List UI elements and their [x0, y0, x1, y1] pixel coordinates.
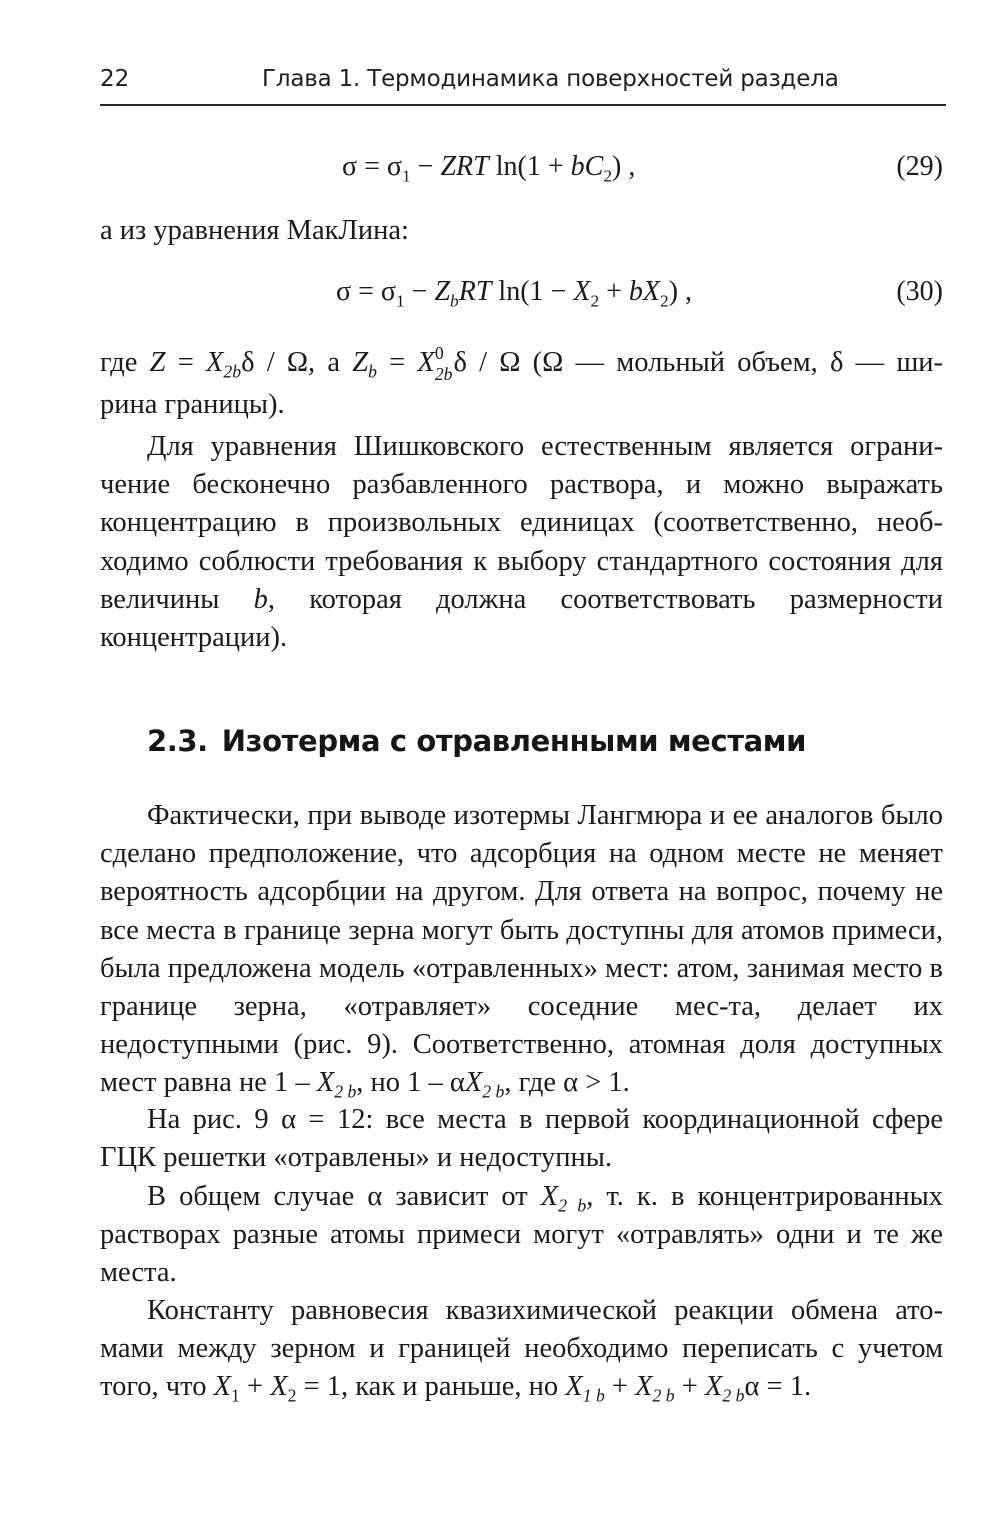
eq30-minus: −: [404, 276, 435, 307]
eq29-minus: −: [410, 151, 441, 182]
equation-29: [100, 145, 943, 189]
const-plus2: +: [604, 1371, 636, 1403]
const-sub-1: 1: [231, 1386, 240, 1407]
def-sub-b: b: [368, 361, 377, 382]
def-a: , а: [308, 347, 353, 378]
running-header: [100, 64, 946, 106]
section-number: 2.3.: [147, 724, 208, 758]
equation-29-formula: [342, 145, 635, 189]
const-x2: X: [270, 1371, 288, 1403]
paragraph-constant: [100, 1292, 943, 1407]
def-zb: Z: [352, 347, 369, 378]
def-x: X: [206, 347, 224, 378]
shish-text-2: , которая должна соответствовать размерности концентрации).: [100, 583, 943, 654]
def-where: где: [100, 347, 150, 378]
equation-30-formula: [336, 270, 692, 314]
eq29-bc: bC: [570, 151, 604, 182]
shish-text-1: Для уравнения Шишковского естественным является ограни-чение бесконечно разбавленного раствора, и можно выражать концентрацию в произвольных единицах (соответственно, необ-ходимо соблюсти требования к выбору стандартного состояния для величины: [100, 431, 943, 615]
def-sub-2b: 2b: [223, 361, 242, 382]
const-sub-2: 2: [287, 1386, 297, 1407]
gen-text-2: , т. к. в концентрированных растворах разные атомы примеси могут «отравлять» одни и те же места.: [100, 1181, 943, 1289]
const-sub-2b-2: 2 b: [722, 1386, 745, 1407]
eq29-close: ) ,: [612, 151, 636, 182]
def-sub-2b-2: 2b: [434, 363, 453, 384]
eq30-z: Z: [434, 276, 451, 307]
const-text-2: = 1, как и раньше, но: [296, 1371, 566, 1403]
paragraph-fig9-text: На рис. 9 α = 12: все места в первой координационной сфере ГЦК решетки «отравлены» и недоступны.: [100, 1104, 943, 1174]
lang-text-3: , где α > 1.: [504, 1067, 630, 1099]
eq30-lhs: σ = σ: [336, 276, 396, 307]
eq30-bx: bX: [628, 276, 661, 307]
eq30-sub-1: 1: [395, 291, 405, 311]
paragraph-constant-text: [100, 1292, 943, 1407]
def-eq: =: [165, 347, 206, 378]
eq30-plus: +: [599, 276, 629, 307]
section-heading: [147, 718, 943, 764]
def-sup-sub-stack: [435, 345, 453, 383]
eq29-lhs: σ = σ: [342, 151, 402, 182]
def-x0: X: [417, 347, 435, 378]
section-title: Изотерма с отравленными местами: [221, 724, 807, 758]
lang-x2: X: [464, 1067, 483, 1099]
page-number: 22: [100, 66, 130, 92]
paragraph-langmuir-text: [100, 797, 943, 1103]
def-sup-0: 0: [434, 343, 444, 364]
equation-30: [100, 270, 943, 314]
eq30-sub-2b: 2: [660, 291, 669, 311]
const-sub-1b: 1 b: [582, 1386, 605, 1407]
eq30-close: ) ,: [668, 276, 693, 307]
shish-b: b: [253, 583, 268, 615]
lang-sub: 2 b: [334, 1082, 357, 1103]
def-delta-over-2: δ / Ω: [453, 347, 521, 378]
definitions-line-1: [100, 340, 943, 386]
const-x2b-2: X: [704, 1371, 723, 1403]
const-plus3: +: [674, 1371, 705, 1403]
paragraph-shishkovsky-text: [100, 428, 943, 657]
equation-30-number: (30): [896, 276, 943, 307]
lang-text-1: Фактически, при выводе изотермы Лангмюра и ее аналогов было сделано предположение, что адсорбция на одном месте не меняет вероятность адсорбции на другом. Для ответа на вопрос, почему не все места в границе зерна могут быть доступны для атомов примеси, была предложена модель «отравленных» мест: атом, занимая место в границе зерна, «отравляет» соседние мес-та, делает их недоступными (рис. 9). Соответственно, атомная доля доступных мест равна не 1 –: [100, 800, 943, 1099]
paragraph-general-text: [100, 1178, 943, 1293]
eq30-x: X: [573, 276, 591, 307]
gen-x: X: [540, 1181, 559, 1212]
const-sub-2b: 2 b: [652, 1386, 675, 1407]
paragraph-fig9: [100, 1101, 943, 1177]
const-plus: +: [239, 1371, 271, 1403]
eq29-sub-2: 2: [603, 166, 612, 186]
gen-text-1: В общем случае α зависит от: [147, 1181, 541, 1212]
const-x1b: X: [565, 1371, 583, 1403]
const-x2b: X: [635, 1371, 653, 1403]
paragraph-langmuir: [100, 797, 943, 1103]
lang-x: X: [316, 1067, 335, 1099]
intro-mclean-line: [100, 212, 943, 250]
definitions-block: [100, 340, 943, 424]
def-delta-over: δ / Ω: [241, 347, 309, 378]
lang-sub2: 2 b: [482, 1082, 505, 1103]
paragraph-general: [100, 1178, 943, 1293]
def-z: Z: [149, 347, 166, 378]
gen-sub: 2 b: [558, 1195, 587, 1216]
definitions-line-2: рина границы).: [100, 389, 285, 420]
paragraph-shishkovsky: [100, 428, 943, 657]
const-x1: X: [213, 1371, 232, 1403]
lang-text-2: , но 1 – α: [356, 1067, 465, 1099]
chapter-title: Глава 1. Термодинамика поверхностей раздела: [262, 66, 839, 92]
eq29-zrt: ZRT: [440, 151, 489, 182]
def-paren-text: (Ω — мольный объем, δ — ши-: [520, 347, 944, 378]
eq29-ln-open: ln(1 +: [488, 151, 571, 182]
intro-mclean-text: а из уравнения МакЛина:: [100, 215, 409, 246]
eq30-sub-2: 2: [590, 291, 600, 311]
def-eq2: =: [376, 347, 418, 378]
eq30-sub-b: b: [450, 291, 459, 311]
eq29-sub-1: 1: [401, 166, 411, 186]
eq30-rt: RT: [458, 276, 492, 307]
const-text-3: α = 1.: [744, 1371, 812, 1403]
const-text-1: Константу равновесия квазихимической реакции обмена ато-мами между зерном и границей необходимо переписать с учетом того, что: [100, 1295, 943, 1403]
equation-29-number: (29): [896, 151, 943, 182]
eq30-ln-open: ln(1 −: [491, 276, 574, 307]
